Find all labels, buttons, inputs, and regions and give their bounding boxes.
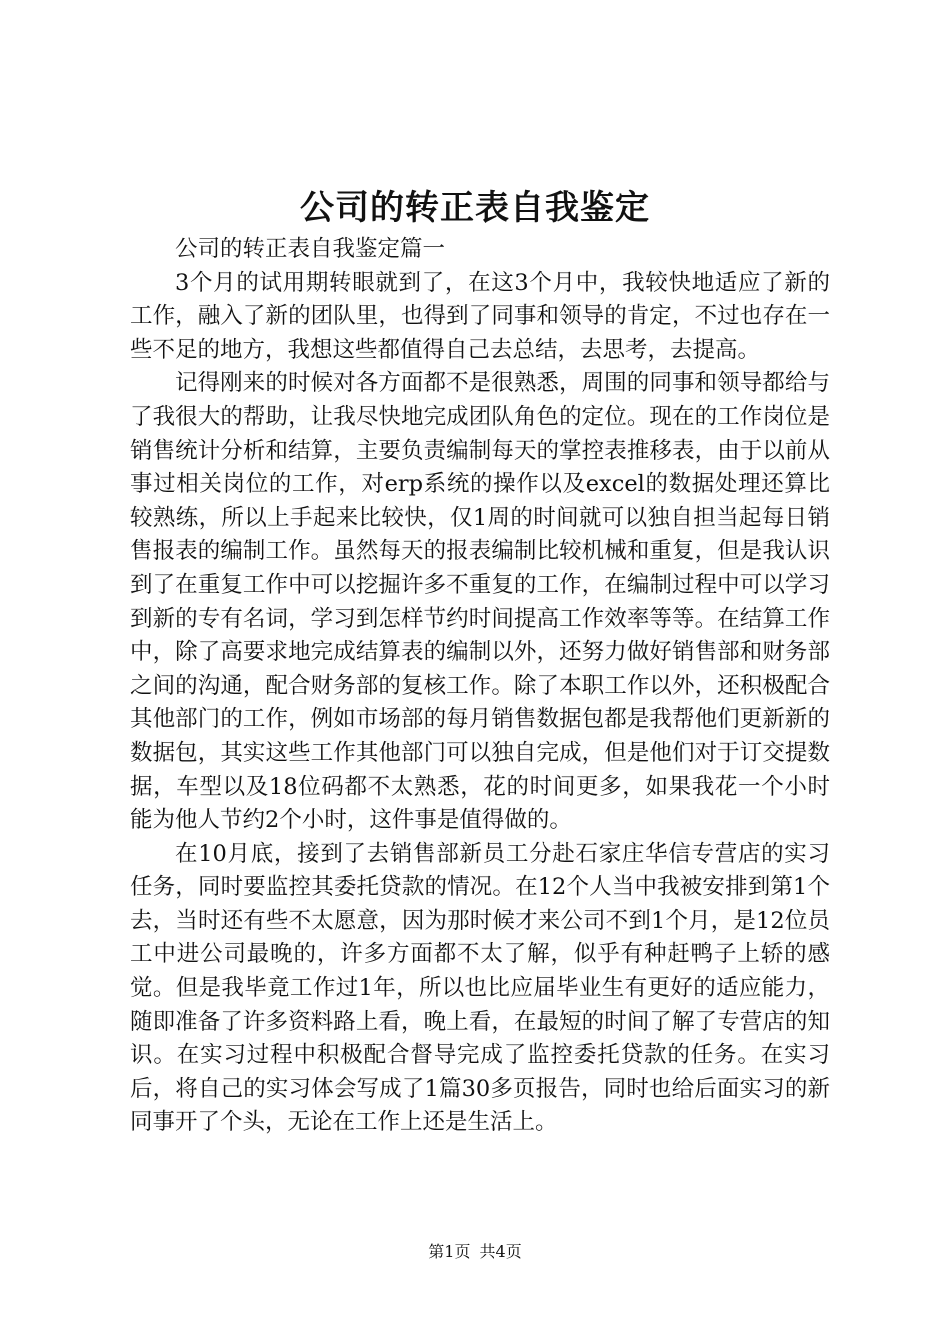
document-body <box>130 233 830 1140</box>
document-title: 公司的转正表自我鉴定 <box>300 188 650 228</box>
paragraph: 在10月底，接到了去销售部新员工分赴石家庄华信专营店的实习任务，同时要监控其委托贷款的情况。在12个人当中我被安排到第1个去，当时还有些不太愿意，因为那时候才来公司不到1个月，是12位员工中进公司最晚的，许多方面都不太了解，似乎有种赶鸭子上轿的感觉。但是我毕竟工作过1年，所以也比应届毕业生有更好的适应能力，随即准备了许多资料路上看，晚上看，在最短的时间了解了专营店的知识。在实习过程中积极配合督导完成了监控委托贷款的任务。在实习后，将自己的实习体会写成了1篇30多页报告，同时也给后面实习的新同事开了个头，无论在工作上还是生活上。 <box>130 840 830 1136</box>
page-footer: 第1页 共4页 <box>428 1242 522 1261</box>
paragraph: 记得刚来的时候对各方面都不是很熟悉，周围的同事和领导都给与了我很大的帮助，让我尽快地完成团队角色的定位。现在的工作岗位是销售统计分析和结算，主要负责编制每天的掌控表推移表，由于以前从事过相关岗位的工作，对erp系统的操作以及excel的数据处理还算比较熟练，所以上手起来比较快，仅1周的时间就可以独自担当起每日销售报表的编制工作。虽然每天的报表编制比较机械和重复，但是我认识到了在重复工作中可以挖掘许多不重复的工作，在编制过程中可以学习到新的专有名词，学习到怎样节约时间提高工作效率等等。在结算工作中，除了高要求地完成结算表的编制以外，还努力做好销售部和财务部之间的沟通，配合财务部的复核工作。除了本职工作以外，还积极配合其他部门的工作，例如市场部的每月销售数据包都是我帮他们更新新的数据包，其实这些工作其他部门可以独自完成，但是他们对于订交提数据，车型以及18位码都不太熟悉，花的时间更多，如果我花一个小时能为他人节约2个小时，这件事是值得做的。 <box>130 370 830 834</box>
paragraph: 3个月的试用期转眼就到了，在这3个月中，我较快地适应了新的工作，融入了新的团队里，也得到了同事和领导的肯定，不过也存在一些不足的地方，我想这些都值得自己去总结，去思考，去提高。 <box>130 269 830 363</box>
section-heading: 公司的转正表自我鉴定篇一 <box>175 236 446 262</box>
